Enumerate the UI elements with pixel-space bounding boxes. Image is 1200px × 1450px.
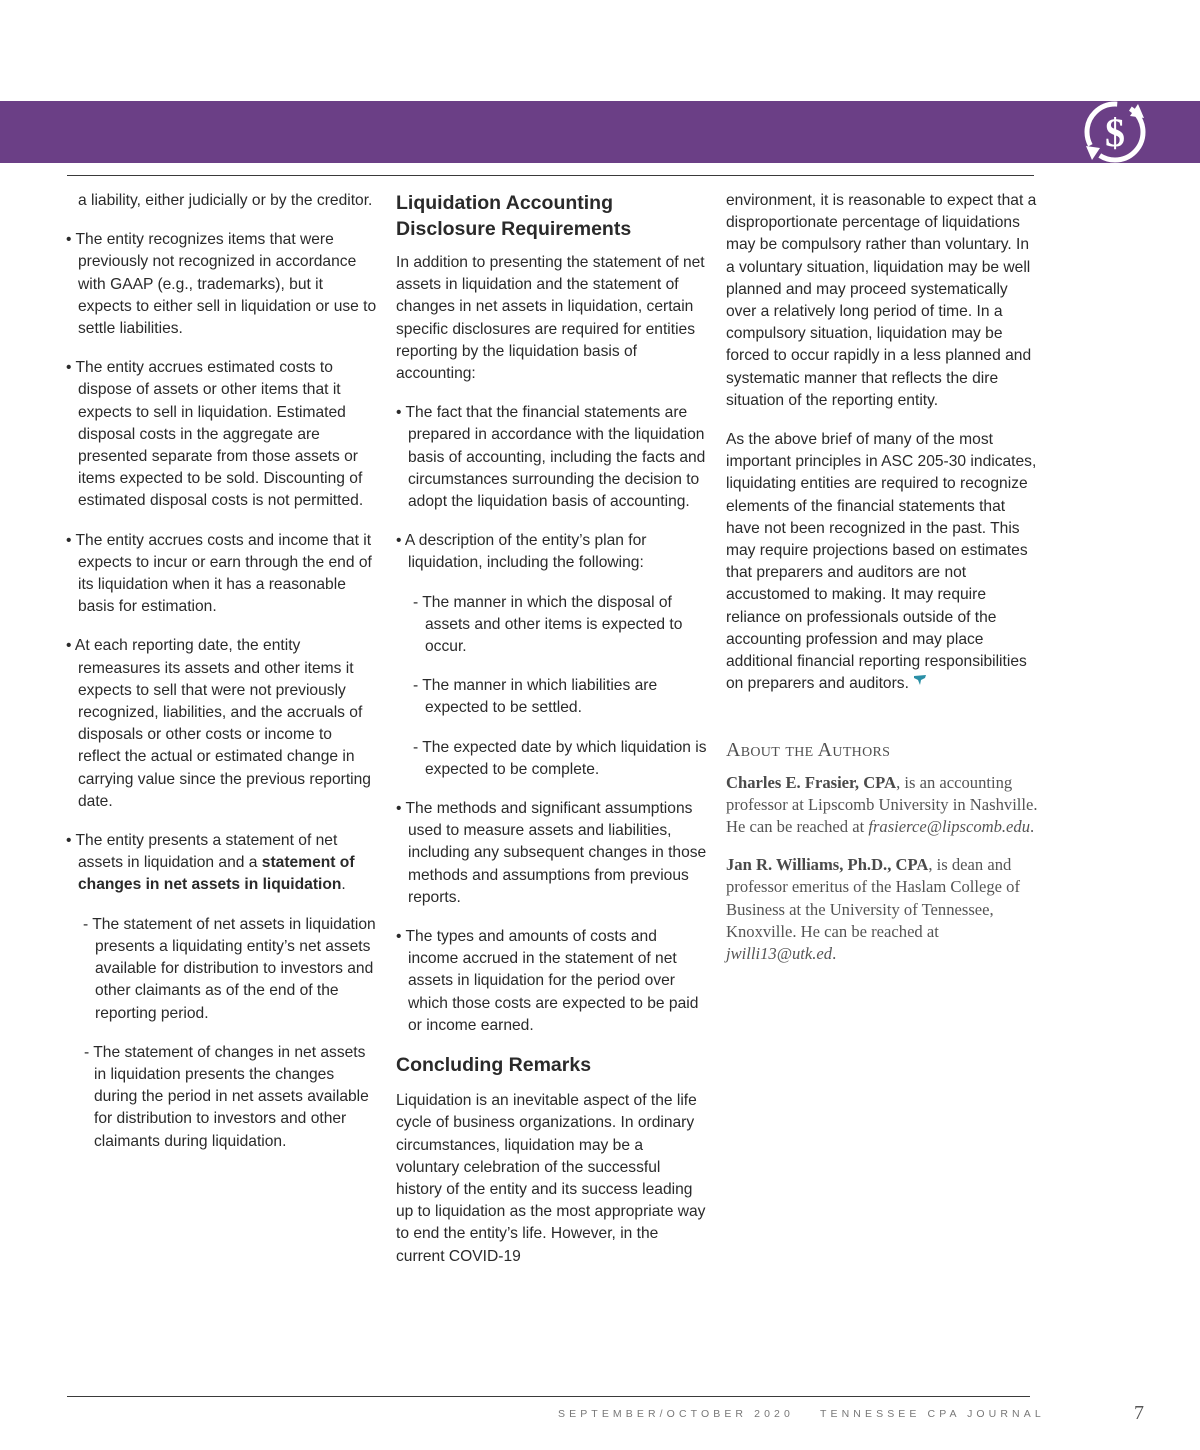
list-item: • The types and amounts of costs and income accrued in the statement of net assets in liquidation for the period over which those costs are expected to be paid or income earned. bbox=[396, 928, 699, 1034]
author-end: . bbox=[832, 944, 837, 964]
list-item-end: . bbox=[341, 876, 346, 894]
section-heading: Concluding Remarks bbox=[396, 1054, 592, 1077]
paragraph bbox=[726, 429, 1038, 695]
sub-list-item: - The manner in which the disposal of assets and other items is expected to occur. bbox=[413, 593, 683, 656]
author-email[interactable]: jwilli13@utk.ed bbox=[726, 944, 833, 964]
column-3 bbox=[726, 190, 1038, 981]
section-heading: Liquidation Accounting Disclosure Requirements bbox=[396, 192, 632, 240]
paragraph: environment, it is reasonable to expect that a disproportionate percentage of liquidations may be compulsory rather than voluntary. In a voluntary situation, liquidation may be well planned and may proceed systematically over a relatively long period of time. In a compulsory situation, liquidation may be forced to occur rapidly in a less planned and systematic manner that reflects the dire situation of the reporting entity. bbox=[726, 192, 1037, 409]
list-item: • At each reporting date, the entity remeasures its assets and other items it expects to sell that were not previously recognized, liabilities, and the accruals of disposals or other costs or income to reflect the actual or estimated change in carrying value since the previous reporting date. bbox=[66, 637, 371, 810]
paragraph: In addition to presenting the statement of net assets in liquidation and the statement of changes in net assets in liquidation, certain specific disclosures are required for entities reporting by the liquidation basis of accounting: bbox=[396, 254, 705, 383]
list-item: • The entity accrues costs and income that it expects to incur or earn through the end of its liquidation when it has a reasonable basis for estimation. bbox=[66, 531, 372, 616]
list-item: • The entity accrues estimated costs to dispose of assets or other items that it expects to sell in liquidation. Estimated disposal costs in the aggregate are presented separate from those assets or items expected to be sold. Discounting of estimated disposal costs is not permitted. bbox=[66, 359, 364, 510]
list-item: • A description of the entity’s plan for liquidation, including the following: bbox=[396, 532, 647, 572]
author-email[interactable]: frasierce@lipscomb.edu bbox=[868, 817, 1031, 837]
continued-text: a liability, either judicially or by the creditor. bbox=[78, 192, 373, 209]
sub-list-item: - The manner in which liabilities are expected to be settled. bbox=[413, 677, 658, 717]
sub-list-item: - The statement of changes in net assets in liquidation presents the changes during the period in net assets available for distribution to investors and other claimants during liquidation. bbox=[84, 1043, 369, 1150]
author-desc: , is dean and professor emeritus of the Haslam College of Business at the University of Tennessee, Knoxville. He can be reached at bbox=[726, 855, 1020, 941]
svg-text:$: $ bbox=[1105, 110, 1125, 155]
footer-journal: TENNESSEE CPA JOURNAL bbox=[820, 1408, 1045, 1420]
bold-term: statement of changes in net assets in liquidation bbox=[78, 854, 355, 894]
top-divider bbox=[67, 175, 1034, 176]
sub-list-item: - The statement of net assets in liquidation presents a liquidating entity’s net assets available for distribution to investors and other claimants as of the end of the reporting period. bbox=[83, 915, 376, 1022]
list-item: • The fact that the financial statements are prepared in accordance with the liquidation basis of accounting, including the facts and circumstances surrounding the decision to adopt the liquidation basis of accounting. bbox=[396, 404, 706, 511]
page-number: 7 bbox=[1134, 1402, 1144, 1424]
list-item: • The entity recognizes items that were previously not recognized in accordance with GAAP (e.g., trademarks), but it expects to either sell in liquidation or use to settle liabilities. bbox=[66, 231, 377, 338]
list-item bbox=[66, 830, 378, 897]
dollar-exchange-icon bbox=[1078, 96, 1152, 168]
author-name: Charles E. Frasier, CPA bbox=[726, 772, 897, 792]
footer-date: SEPTEMBER/OCTOBER 2020 bbox=[558, 1408, 794, 1420]
paragraph: Liquidation is an inevitable aspect of the life cycle of business organizations. In ordinary circumstances, liquidation may be a voluntary celebration of the successful history of the entity and its success leading up to liquidation as the most appropriate way to end the entity’s life. However, in the current COVID-19 bbox=[396, 1092, 706, 1265]
about-authors-heading: About the Authors bbox=[726, 739, 891, 762]
author-bio bbox=[726, 772, 1038, 839]
author-bio bbox=[726, 854, 1038, 965]
author-name: Jan R. Williams, Ph.D., CPA bbox=[726, 855, 929, 875]
header-banner bbox=[0, 101, 1200, 163]
tennessee-end-mark-icon bbox=[913, 674, 927, 686]
author-end: . bbox=[1030, 817, 1035, 837]
list-item: • The methods and significant assumptions used to measure assets and liabilities, including any subsequent changes in those methods and assumptions from previous reports. bbox=[396, 800, 707, 906]
list-item-text: • The entity presents a statement of net assets in liquidation and a bbox=[66, 832, 338, 872]
bottom-divider bbox=[67, 1396, 1030, 1397]
column-2 bbox=[396, 190, 708, 1285]
column-1 bbox=[66, 190, 378, 1170]
author-desc: , is an accounting professor at Lipscomb University in Nashville. He can be reached at bbox=[726, 772, 1038, 837]
sub-list-item: - The expected date by which liquidation is expected to be complete. bbox=[413, 738, 707, 778]
paragraph-text: As the above brief of many of the most important principles in ASC 205-30 indicates, liquidating entities are required to recognize elements of the financial statements that have not been recognized in the past. This may require projections based on estimates that preparers and auditors are not accustomed to making. It may require reliance on professionals outside of the accounting profession and may place additional financial reporting responsibilities on preparers and auditors. bbox=[726, 431, 1037, 693]
